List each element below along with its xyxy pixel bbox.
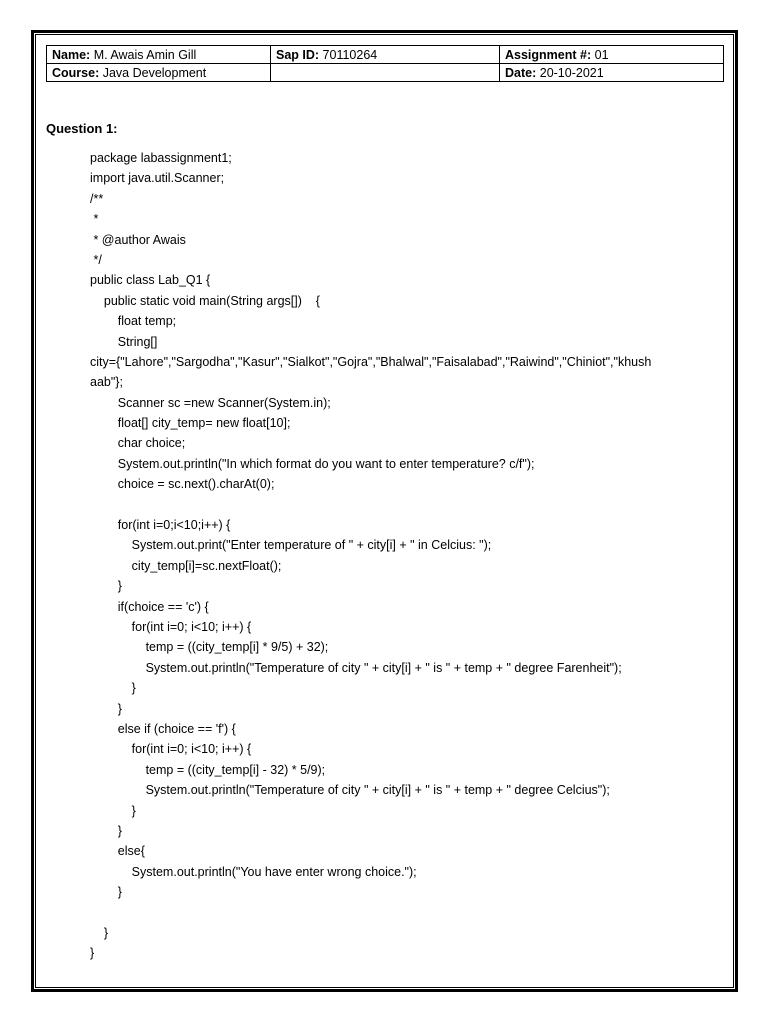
code-line: /** (90, 191, 104, 206)
code-line: city={"Lahore","Sargodha","Kasur","Sialkot","Gojra","Bhalwal","Faisalabad","Raiwind","Chiniot","khush (90, 354, 652, 369)
header-row-2 (47, 64, 724, 82)
code-line: String[] (90, 334, 158, 349)
code-line: if(choice == 'c') { (90, 599, 209, 614)
code-line: for(int i=0;i<10;i++) { (90, 518, 231, 533)
code-line: city_temp[i]=sc.nextFloat(); (90, 558, 282, 573)
header-row-1 (47, 46, 724, 64)
code-line: * (90, 212, 99, 227)
code-line: System.out.println("You have enter wrong choice."); (90, 864, 417, 879)
code-line: } (90, 579, 122, 594)
code-line: float[] city_temp= new float[10]; (90, 416, 291, 431)
code-line: } (90, 803, 136, 818)
course-cell (47, 64, 271, 82)
date-cell (500, 64, 724, 82)
code-line: for(int i=0; i<10; i++) { (90, 619, 252, 634)
code-line: } (90, 946, 95, 961)
code-line: public class Lab_Q1 { (90, 273, 211, 288)
code-line: } (90, 925, 109, 940)
code-line: else if (choice == 'f') { (90, 721, 236, 736)
code-line: System.out.print("Enter temperature of " + city[i] + " in Celcius: "); (90, 538, 492, 553)
code-line: import java.util.Scanner; (90, 171, 225, 186)
code-line: } (90, 701, 122, 716)
code-line: */ (90, 252, 102, 267)
header-table (46, 45, 724, 82)
question-title: Question 1: (46, 121, 118, 136)
name-cell (47, 46, 271, 64)
code-line (90, 902, 730, 922)
code-line: temp = ((city_temp[i] - 32) * 5/9); (90, 762, 326, 777)
code-line: float temp; (90, 314, 177, 329)
assignment-label: Assignment #: (505, 47, 592, 62)
sap-id-cell (271, 46, 500, 64)
code-line: } (90, 681, 136, 696)
date-value: 20-10-2021 (536, 65, 604, 80)
code-line: for(int i=0; i<10; i++) { (90, 742, 252, 757)
code-line: temp = ((city_temp[i] * 9/5) + 32); (90, 640, 329, 655)
code-line: public static void main(String args[]) { (90, 293, 320, 308)
code-line: System.out.println("In which format do you want to enter temperature? c/f"); (90, 456, 535, 471)
code-line: char choice; (90, 436, 186, 451)
sap-id-label: Sap ID: (276, 47, 320, 62)
course-value: Java Development (99, 65, 207, 80)
course-label: Course: (52, 65, 100, 80)
date-label: Date: (505, 65, 537, 80)
code-line: * @author Awais (90, 232, 186, 247)
code-line (90, 495, 730, 515)
assignment-cell (500, 46, 724, 64)
code-line: Scanner sc =new Scanner(System.in); (90, 395, 331, 410)
code-line: System.out.println("Temperature of city " + city[i] + " is " + temp + " degree Farenheit"); (90, 660, 622, 675)
code-line: aab"}; (90, 375, 123, 390)
empty-cell (271, 64, 500, 82)
name-label: Name: (52, 47, 91, 62)
name-value: M. Awais Amin Gill (90, 47, 197, 62)
code-line: else{ (90, 844, 145, 859)
code-line: package labassignment1; (90, 151, 232, 165)
sap-id-value: 70110264 (319, 47, 378, 62)
code-line: } (90, 823, 122, 838)
code-block (90, 148, 730, 964)
code-line: choice = sc.next().charAt(0); (90, 477, 275, 492)
assignment-value: 01 (591, 47, 609, 62)
code-line: } (90, 885, 122, 900)
code-line: System.out.println("Temperature of city " + city[i] + " is " + temp + " degree Celcius"); (90, 783, 610, 798)
